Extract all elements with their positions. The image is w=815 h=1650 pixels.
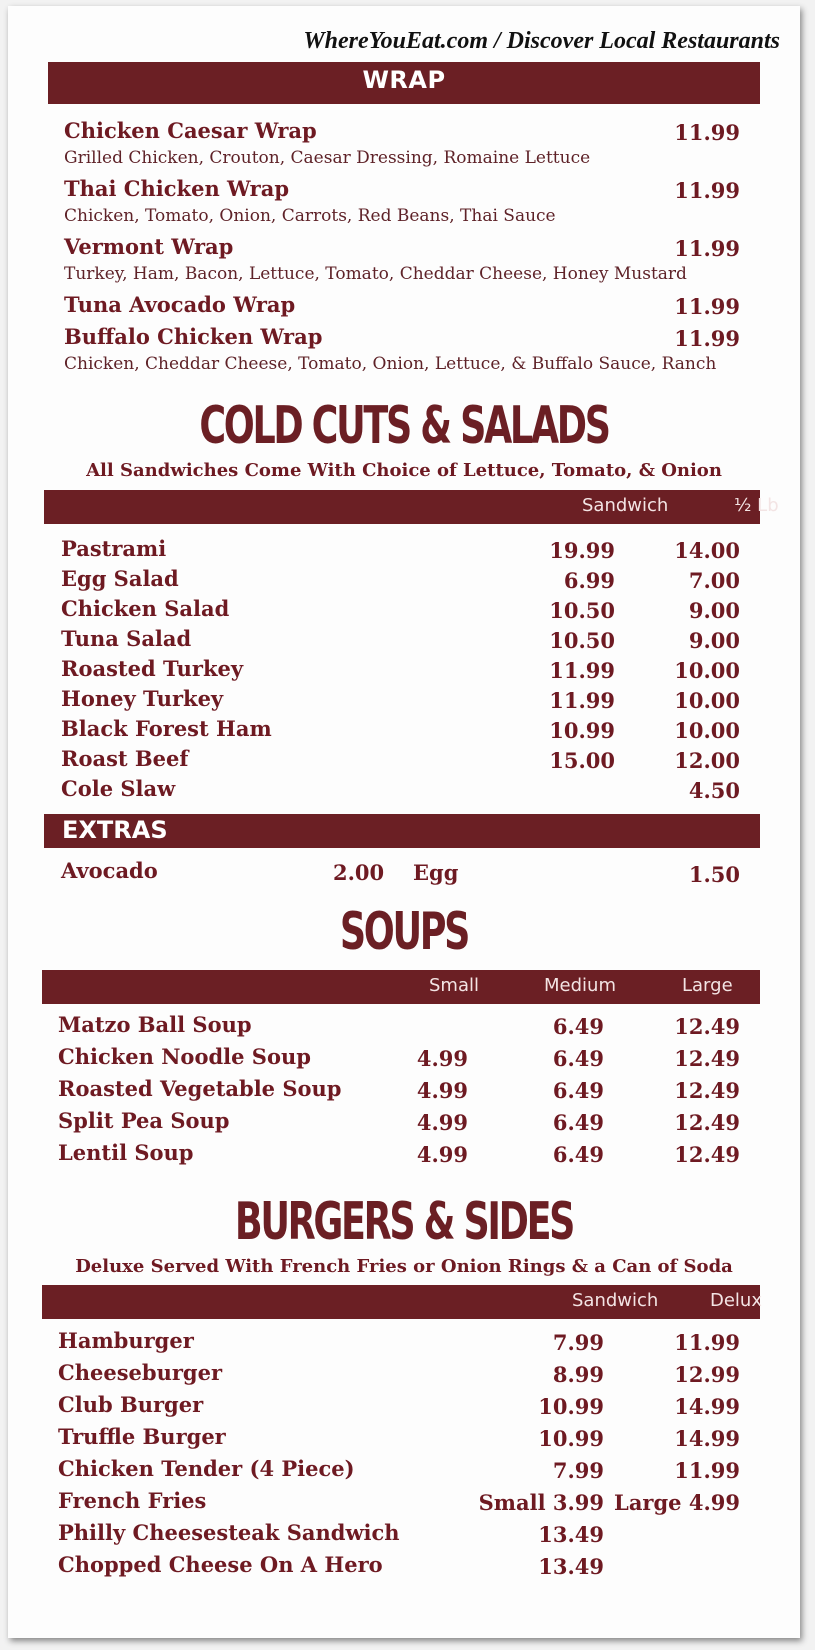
soups-bar [42,970,760,1004]
item-price: 11.99 [674,120,740,145]
price-sandwich: 13.49 [538,1554,604,1579]
price-sandwich: 8.99 [552,1362,604,1387]
burgers-subtitle: Deluxe Served With French Fries or Onion Rings & a Can of Soda [75,1256,733,1277]
extra-item-name: Avocado [61,858,158,883]
item-description: Chicken, Cheddar Cheese, Tomato, Onion, Lettuce, & Buffalo Sauce, Ranch [64,354,717,374]
item-name: Black Forest Ham [61,716,272,741]
price-sandwich: 7.99 [552,1458,604,1483]
item-name: Cole Slaw [61,776,176,801]
col-head-half-lb: ½ Lb [734,495,779,516]
item-name: Roast Beef [61,746,189,771]
price-delux: 11.99 [674,1458,740,1483]
price-small: 4.99 [416,1046,468,1071]
price-sandwich: 19.99 [549,538,615,563]
price-half-lb: 7.00 [688,568,740,593]
extra-item-price: 2.00 [333,860,385,885]
extras-title: EXTRAS [62,816,168,844]
extra-item-price: 1.50 [688,862,740,887]
item-description: Chicken, Tomato, Onion, Carrots, Red Beans, Thai Sauce [64,206,556,226]
price-medium: 6.49 [552,1046,604,1071]
item-name: Thai Chicken Wrap [64,176,290,201]
col-head-sandwich: Sandwich [582,495,669,516]
item-name: Buffalo Chicken Wrap [64,324,323,349]
price-half-lb: 10.00 [674,718,740,743]
item-name: Lentil Soup [58,1140,194,1165]
item-price: 11.99 [674,294,740,319]
item-description: Turkey, Ham, Bacon, Lettuce, Tomato, Cheddar Cheese, Honey Mustard [64,264,687,284]
item-name: Split Pea Soup [58,1108,230,1133]
price-small: 4.99 [416,1142,468,1167]
item-name: Chicken Tender (4 Piece) [58,1456,355,1481]
burgers-heading: BURGERS & SIDES [234,1192,574,1252]
price-delux: Large 4.99 [614,1490,740,1515]
price-large: 12.49 [674,1014,740,1039]
col-head-sandwich: Sandwich [572,1290,659,1311]
price-half-lb: 4.50 [688,778,740,803]
item-name: Chicken Caesar Wrap [64,118,317,143]
item-name: Pastrami [61,536,167,561]
item-name: Matzo Ball Soup [58,1012,252,1037]
price-half-lb: 10.00 [674,688,740,713]
price-medium: 6.49 [552,1110,604,1135]
price-delux: 12.99 [674,1362,740,1387]
item-name: Truffle Burger [58,1424,226,1449]
price-delux: 14.99 [674,1394,740,1419]
item-price: 11.99 [674,236,740,261]
item-price: 11.99 [674,326,740,351]
price-sandwich: 7.99 [552,1330,604,1355]
cold-cuts-heading: COLD CUTS & SALADS [199,396,609,456]
price-sandwich: 10.99 [538,1394,604,1419]
price-medium: 6.49 [552,1142,604,1167]
price-half-lb: 9.00 [688,598,740,623]
price-large: 12.49 [674,1046,740,1071]
item-name: Chicken Noodle Soup [58,1044,311,1069]
item-name: Chicken Salad [61,596,230,621]
price-sandwich: 15.00 [549,748,615,773]
price-delux: 11.99 [674,1330,740,1355]
item-name: Chopped Cheese On A Hero [58,1552,383,1577]
item-name: Honey Turkey [61,686,224,711]
price-large: 12.49 [674,1078,740,1103]
item-name: Roasted Turkey [61,656,244,681]
item-name: Egg Salad [61,566,179,591]
item-price: 11.99 [674,178,740,203]
burgers-bar [42,1285,760,1319]
price-sandwich: 10.50 [549,628,615,653]
menu-page [8,6,800,1638]
price-sandwich: 6.99 [563,568,615,593]
site-header: WhereYouEat.com / Discover Local Restaurants [303,28,780,54]
item-name: Philly Cheesesteak Sandwich [58,1520,400,1545]
col-head-large: Large [682,975,733,996]
price-delux: 14.99 [674,1426,740,1451]
price-sandwich: 13.49 [538,1522,604,1547]
price-medium: 6.49 [552,1014,604,1039]
item-name: Vermont Wrap [64,234,234,259]
wrap-section-title: WRAP [362,66,446,94]
price-sandwich: 11.99 [549,688,615,713]
price-sandwich: Small 3.99 [478,1490,604,1515]
price-half-lb: 9.00 [688,628,740,653]
price-half-lb: 10.00 [674,658,740,683]
price-sandwich: 11.99 [549,658,615,683]
cold-cuts-bar [44,490,779,524]
item-name: Tuna Salad [61,626,192,651]
cold-cuts-subtitle: All Sandwiches Come With Choice of Lettuce, Tomato, & Onion [86,460,722,481]
price-sandwich: 10.99 [538,1426,604,1451]
price-half-lb: 14.00 [674,538,740,563]
price-sandwich: 10.99 [549,718,615,743]
item-name: Hamburger [58,1328,194,1353]
item-name: Club Burger [58,1392,204,1417]
soups-heading: SOUPS [339,902,469,962]
price-small: 4.99 [416,1078,468,1103]
extras-bar [44,814,760,848]
item-name: Roasted Vegetable Soup [58,1076,342,1101]
item-name: Cheeseburger [58,1360,223,1385]
col-head-medium: Medium [544,975,616,996]
price-large: 12.49 [674,1142,740,1167]
price-half-lb: 12.00 [674,748,740,773]
col-head-small: Small [429,975,479,996]
extra-item-name: Egg [413,860,459,885]
price-large: 12.49 [674,1110,740,1135]
col-head-delux: Delux [710,1290,762,1311]
item-name: French Fries [58,1488,207,1513]
wrap-section-bar [48,62,760,104]
price-sandwich: 10.50 [549,598,615,623]
item-name: Tuna Avocado Wrap [64,292,296,317]
price-small: 4.99 [416,1110,468,1135]
price-medium: 6.49 [552,1078,604,1103]
item-description: Grilled Chicken, Crouton, Caesar Dressing, Romaine Lettuce [64,148,591,168]
